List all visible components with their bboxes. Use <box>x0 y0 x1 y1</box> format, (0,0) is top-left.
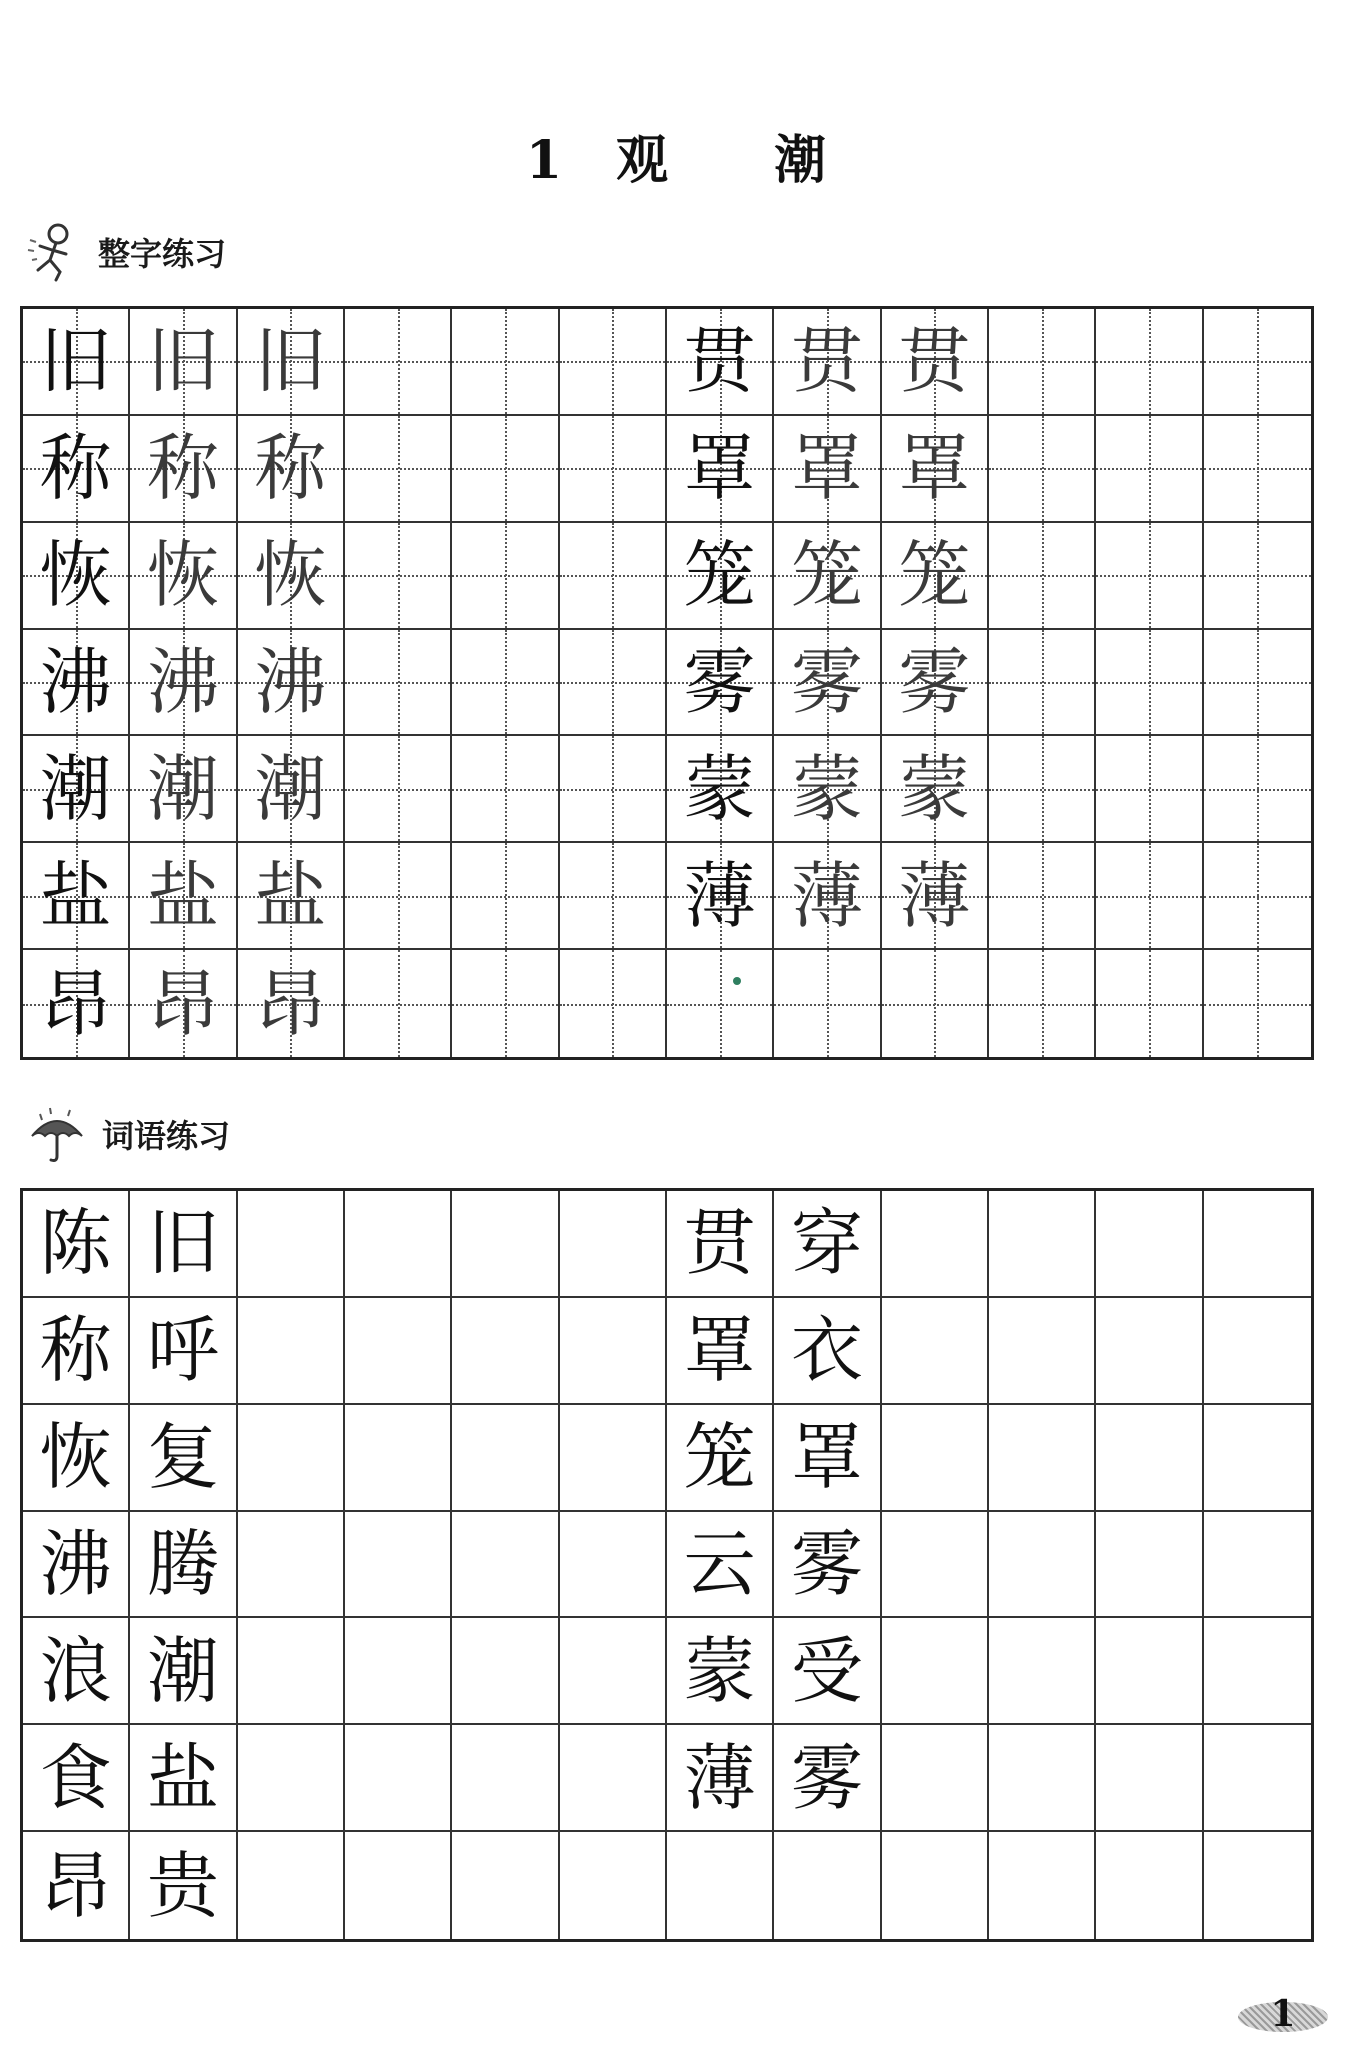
grid-cell <box>667 1832 774 1939</box>
section-label: 词语练习 <box>102 1117 231 1155</box>
cell-character: 薄 <box>683 853 756 938</box>
grid-cell <box>452 523 559 630</box>
cell-character: 罩 <box>898 426 971 511</box>
grid-cell <box>560 630 667 737</box>
grid-cell <box>1204 1298 1311 1405</box>
grid-cell <box>238 950 345 1057</box>
grid-cell <box>667 523 774 630</box>
section-header-char-practice <box>22 220 226 284</box>
grid-cell <box>882 736 989 843</box>
grid-cell <box>238 736 345 843</box>
grid-cell <box>560 1405 667 1512</box>
section-header-word-practice <box>26 1102 230 1166</box>
grid-cell <box>1204 523 1311 630</box>
grid-cell <box>989 950 1096 1057</box>
grid-cell <box>560 309 667 416</box>
grid-cell <box>774 950 881 1057</box>
grid-cell <box>560 1298 667 1405</box>
lesson-number: 1 <box>525 130 565 191</box>
cell-character: 恢 <box>146 533 219 618</box>
grid-cell <box>130 523 237 630</box>
grid-cell <box>23 1512 130 1619</box>
cell-character: 盐 <box>254 853 327 938</box>
grid-cell <box>774 309 881 416</box>
grid-cell <box>774 416 881 523</box>
cell-character: 罩 <box>683 426 756 511</box>
cell-character: 贯 <box>898 319 971 404</box>
grid-cell <box>1204 630 1311 737</box>
grid-cell <box>345 523 452 630</box>
grid-cell <box>667 1191 774 1298</box>
cell-character: 笼 <box>898 533 971 618</box>
grid-cell <box>130 736 237 843</box>
grid-cell <box>23 416 130 523</box>
grid-cell <box>345 1832 452 1939</box>
cell-character: 受 <box>790 1628 863 1713</box>
grid-cell <box>667 1725 774 1832</box>
cell-character: 盐 <box>39 853 112 938</box>
grid-cell <box>130 309 237 416</box>
cell-character: 雾 <box>790 1735 863 1820</box>
grid-cell <box>452 1298 559 1405</box>
grid-cell <box>452 1405 559 1512</box>
character-practice-grid <box>20 306 1314 1060</box>
grid-cell <box>23 1298 130 1405</box>
grid-cell <box>452 843 559 950</box>
grid-cell <box>560 1725 667 1832</box>
grid-cell <box>23 523 130 630</box>
grid-cell <box>23 1725 130 1832</box>
grid-cell <box>882 1298 989 1405</box>
grid-cell <box>23 1832 130 1939</box>
grid-cell <box>882 1725 989 1832</box>
cell-character: 称 <box>39 426 112 511</box>
cell-character: 复 <box>146 1415 219 1500</box>
grid-cell <box>560 736 667 843</box>
grid-cell <box>238 1191 345 1298</box>
grid-cell <box>452 416 559 523</box>
cell-character: 笼 <box>790 533 863 618</box>
cell-character: 罩 <box>683 1308 756 1393</box>
grid-cell <box>774 1405 881 1512</box>
grid-cell <box>774 630 881 737</box>
grid-cell <box>345 950 452 1057</box>
grid-cell <box>1096 1725 1203 1832</box>
cell-character: 昂 <box>254 961 327 1046</box>
grid-cell <box>667 1405 774 1512</box>
grid-cell <box>667 1618 774 1725</box>
grid-cell <box>1096 1512 1203 1619</box>
grid-cell <box>560 843 667 950</box>
cell-character: 雾 <box>790 1521 863 1606</box>
grid-cell <box>130 1832 237 1939</box>
cell-character: 潮 <box>254 746 327 831</box>
grid-cell <box>989 1512 1096 1619</box>
grid-cell <box>989 1618 1096 1725</box>
grid-cell <box>989 1191 1096 1298</box>
cell-character: 称 <box>39 1308 112 1393</box>
grid-cell <box>1204 1405 1311 1512</box>
grid-cell <box>1096 950 1203 1057</box>
grid-cell <box>130 630 237 737</box>
cell-character: 贯 <box>790 319 863 404</box>
grid-cell <box>774 523 881 630</box>
grid-cell <box>1204 1618 1311 1725</box>
grid-cell <box>1204 736 1311 843</box>
grid-cell <box>989 523 1096 630</box>
grid-cell <box>1204 309 1311 416</box>
grid-cell <box>130 1298 237 1405</box>
umbrella-icon <box>26 1102 88 1166</box>
grid-cell <box>989 309 1096 416</box>
cell-character: 薄 <box>683 1735 756 1820</box>
grid-cell <box>560 523 667 630</box>
grid-cell <box>23 950 130 1057</box>
grid-cell <box>774 1191 881 1298</box>
cell-character: 恢 <box>254 533 327 618</box>
page-number <box>1238 1992 1328 2036</box>
grid-cell <box>345 1191 452 1298</box>
grid-cell <box>882 416 989 523</box>
grid-cell <box>452 1618 559 1725</box>
grid-cell <box>774 1512 881 1619</box>
grid-cell <box>238 1832 345 1939</box>
cell-character: 昂 <box>146 961 219 1046</box>
ink-dot <box>733 977 741 985</box>
cell-character: 盐 <box>146 853 219 938</box>
cell-character: 潮 <box>39 746 112 831</box>
cell-character: 贵 <box>146 1843 219 1928</box>
cell-character: 沸 <box>39 1521 112 1606</box>
grid-cell <box>452 736 559 843</box>
grid-cell <box>1096 309 1203 416</box>
word-practice-grid <box>20 1188 1314 1942</box>
grid-cell <box>452 950 559 1057</box>
grid-cell <box>1096 523 1203 630</box>
grid-cell <box>238 416 345 523</box>
grid-cell <box>882 309 989 416</box>
cell-character: 陈 <box>39 1201 112 1286</box>
grid-cell <box>345 1405 452 1512</box>
grid-cell <box>452 1512 559 1619</box>
page-number-text: 1 <box>1270 1993 1296 2035</box>
grid-cell <box>23 1618 130 1725</box>
cell-character: 昂 <box>39 961 112 1046</box>
grid-cell <box>23 1191 130 1298</box>
grid-cell <box>882 1832 989 1939</box>
grid-cell <box>345 736 452 843</box>
grid-cell <box>1096 1298 1203 1405</box>
cell-character: 贯 <box>683 1201 756 1286</box>
cell-character: 雾 <box>683 639 756 724</box>
grid-cell <box>238 1725 345 1832</box>
cell-character: 蒙 <box>683 1628 756 1713</box>
cell-character: 雾 <box>898 639 971 724</box>
lesson-title-char: 观 <box>616 130 671 191</box>
grid-cell <box>452 1832 559 1939</box>
cell-character: 盐 <box>146 1735 219 1820</box>
grid-cell <box>238 309 345 416</box>
cell-character: 蒙 <box>683 746 756 831</box>
grid-cell <box>774 1298 881 1405</box>
grid-cell <box>345 1512 452 1619</box>
grid-cell <box>1096 1832 1203 1939</box>
grid-cell <box>345 1298 452 1405</box>
grid-cell <box>238 1618 345 1725</box>
cell-character: 旧 <box>146 1201 219 1286</box>
grid-cell <box>345 309 452 416</box>
grid-cell <box>882 1512 989 1619</box>
cell-character: 沸 <box>254 639 327 724</box>
grid-cell <box>774 1832 881 1939</box>
grid-cell <box>667 416 774 523</box>
cell-character: 旧 <box>146 319 219 404</box>
cell-character: 称 <box>254 426 327 511</box>
grid-cell <box>882 950 989 1057</box>
grid-cell <box>882 523 989 630</box>
cell-character: 旧 <box>39 319 112 404</box>
cell-character: 罩 <box>790 1415 863 1500</box>
grid-cell <box>989 736 1096 843</box>
cell-character: 称 <box>146 426 219 511</box>
grid-cell <box>560 950 667 1057</box>
grid-cell <box>23 736 130 843</box>
grid-cell <box>23 309 130 416</box>
grid-cell <box>130 843 237 950</box>
grid-cell <box>774 1618 881 1725</box>
grid-cell <box>345 416 452 523</box>
grid-cell <box>23 843 130 950</box>
cell-character: 潮 <box>146 1628 219 1713</box>
grid-cell <box>989 416 1096 523</box>
cell-character: 穿 <box>790 1201 863 1286</box>
grid-cell <box>882 1191 989 1298</box>
page-title <box>0 118 1354 193</box>
grid-cell <box>1096 736 1203 843</box>
grid-cell <box>560 416 667 523</box>
cell-character: 潮 <box>146 746 219 831</box>
grid-cell <box>1204 950 1311 1057</box>
grid-cell <box>667 843 774 950</box>
grid-cell <box>1204 1191 1311 1298</box>
grid-cell <box>667 950 774 1057</box>
grid-cell <box>130 416 237 523</box>
grid-cell <box>238 523 345 630</box>
cell-character: 薄 <box>898 853 971 938</box>
lesson-title-char: 潮 <box>774 130 829 191</box>
grid-cell <box>238 630 345 737</box>
grid-cell <box>774 1725 881 1832</box>
grid-cell <box>130 1191 237 1298</box>
grid-cell <box>345 1618 452 1725</box>
cell-character: 蒙 <box>898 746 971 831</box>
cell-character: 浪 <box>39 1628 112 1713</box>
grid-cell <box>667 1512 774 1619</box>
grid-cell <box>452 630 559 737</box>
grid-cell <box>774 843 881 950</box>
grid-cell <box>1096 1618 1203 1725</box>
grid-cell <box>1204 1512 1311 1619</box>
grid-cell <box>345 1725 452 1832</box>
cell-character: 笼 <box>683 1415 756 1500</box>
grid-cell <box>989 1298 1096 1405</box>
cell-character: 笼 <box>683 533 756 618</box>
grid-cell <box>1096 416 1203 523</box>
grid-cell <box>882 1405 989 1512</box>
grid-cell <box>345 843 452 950</box>
grid-cell <box>130 950 237 1057</box>
cell-character: 云 <box>683 1521 756 1606</box>
cell-character: 恢 <box>39 1415 112 1500</box>
grid-cell <box>667 309 774 416</box>
cell-character: 沸 <box>39 639 112 724</box>
grid-cell <box>130 1725 237 1832</box>
grid-cell <box>1096 843 1203 950</box>
grid-cell <box>130 1512 237 1619</box>
grid-cell <box>1096 1191 1203 1298</box>
grid-cell <box>774 736 881 843</box>
runner-icon <box>22 220 84 284</box>
grid-cell <box>667 736 774 843</box>
cell-character: 衣 <box>790 1308 863 1393</box>
grid-cell <box>23 630 130 737</box>
grid-cell <box>882 843 989 950</box>
grid-cell <box>560 1618 667 1725</box>
grid-cell <box>452 1191 559 1298</box>
grid-cell <box>452 309 559 416</box>
grid-cell <box>238 1298 345 1405</box>
cell-character: 贯 <box>683 319 756 404</box>
grid-cell <box>882 1618 989 1725</box>
cell-character: 蒙 <box>790 746 863 831</box>
cell-character: 薄 <box>790 853 863 938</box>
grid-cell <box>238 1512 345 1619</box>
grid-cell <box>989 843 1096 950</box>
grid-cell <box>1096 630 1203 737</box>
cell-character: 罩 <box>790 426 863 511</box>
grid-cell <box>560 1191 667 1298</box>
cell-character: 沸 <box>146 639 219 724</box>
grid-cell <box>989 1725 1096 1832</box>
cell-character: 雾 <box>790 639 863 724</box>
grid-cell <box>1204 416 1311 523</box>
grid-cell <box>882 630 989 737</box>
grid-cell <box>1204 843 1311 950</box>
grid-cell <box>452 1725 559 1832</box>
cell-character: 旧 <box>254 319 327 404</box>
grid-cell <box>989 1405 1096 1512</box>
cell-character: 食 <box>39 1735 112 1820</box>
grid-cell <box>989 1832 1096 1939</box>
grid-cell <box>130 1618 237 1725</box>
cell-character: 昂 <box>39 1843 112 1928</box>
cell-character: 腾 <box>146 1521 219 1606</box>
grid-cell <box>989 630 1096 737</box>
grid-cell <box>130 1405 237 1512</box>
grid-cell <box>23 1405 130 1512</box>
grid-cell <box>560 1832 667 1939</box>
cell-character: 恢 <box>39 533 112 618</box>
grid-cell <box>1096 1405 1203 1512</box>
grid-cell <box>560 1512 667 1619</box>
grid-cell <box>238 843 345 950</box>
cell-character: 呼 <box>146 1308 219 1393</box>
grid-cell <box>238 1405 345 1512</box>
grid-cell <box>1204 1832 1311 1939</box>
grid-cell <box>667 1298 774 1405</box>
grid-cell <box>667 630 774 737</box>
section-label: 整字练习 <box>98 235 227 273</box>
grid-cell <box>1204 1725 1311 1832</box>
grid-cell <box>345 630 452 737</box>
